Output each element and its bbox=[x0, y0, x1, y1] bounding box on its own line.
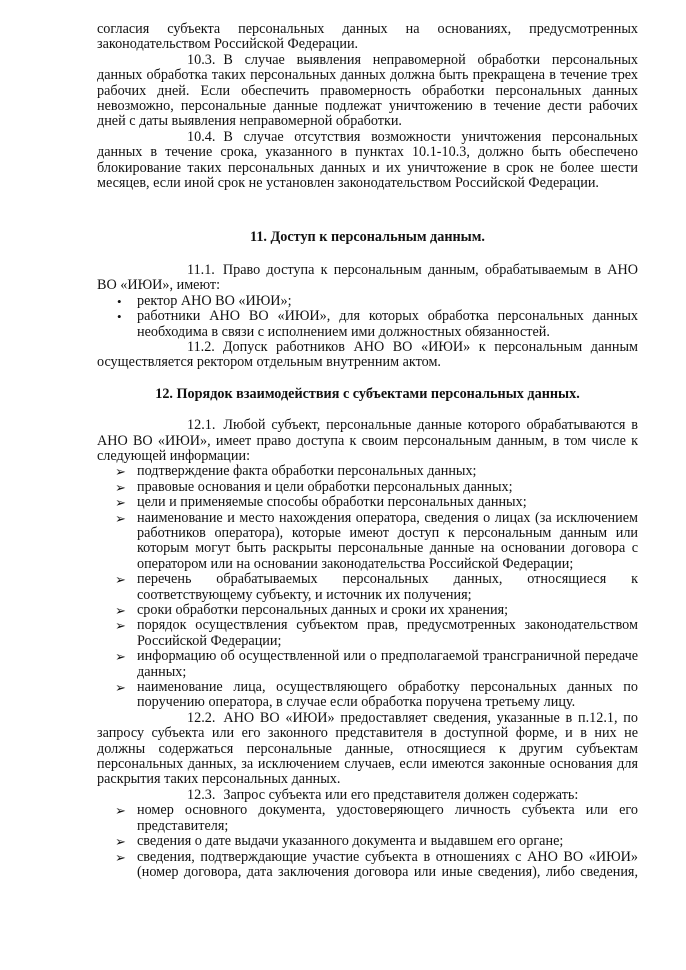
clause-text: Запрос субъекта или его представителя должен содержать: bbox=[223, 786, 579, 803]
clause-text: В случае отсутствия возможности уничтожения персональных данных в течение срока, указанного в пунктах 10.1-10.3, должно быть обеспечено блокирование таких персональных данных и их уничтожение в срок не более шести месяцев, если иной срок не установлен законодательством Российской Федерации. bbox=[97, 128, 638, 192]
list-item: ➢ порядок осуществления субъектом прав, предусмотренных законодательством Российской Федерации; bbox=[115, 617, 638, 649]
paragraph-12-1 bbox=[97, 418, 638, 464]
list-item: ➢ информацию об осуществленной или о предполагаемой трансграничной передаче данных; bbox=[115, 648, 638, 680]
spacer bbox=[97, 402, 638, 418]
clause-number: 10.3. bbox=[187, 51, 216, 68]
arrow-bullet-icon: ➢ bbox=[115, 510, 126, 526]
list-item: ➢ правовые основания и цели обработки персональных данных; bbox=[115, 478, 513, 495]
paragraph-10-2-continuation: согласия субъекта персональных данных на основаниях, предусмотренных законодательством Российской Федерации. bbox=[97, 21, 638, 53]
list-item: ➢ сведения о дате выдачи указанного документа и выдавшем его органе; bbox=[115, 833, 564, 850]
clause-number: 10.4. bbox=[187, 128, 216, 145]
paragraph-11-1 bbox=[97, 263, 638, 294]
clause-number: 12.1. bbox=[187, 417, 216, 434]
arrow-bullet-icon: ➢ bbox=[115, 464, 126, 480]
clause-text: Любой субъект, персональные данные которого обрабатываются в АНО ВО «ИЮИ», имеет право доступа к своим персональным данным, в том числе к следующей информации: bbox=[97, 417, 638, 464]
arrow-bullet-icon: ➢ bbox=[115, 834, 126, 850]
paragraph-11-2 bbox=[97, 340, 638, 371]
paragraph-10-3 bbox=[97, 53, 638, 130]
clause-number: 11.2. bbox=[187, 338, 215, 355]
clause-text: В случае выявления неправомерной обработки персональных данных обработка таких персональных данных должна быть прекращена в течение трех рабочих дней. Если обеспечить правомерность обработки персональных данных невозможно, персональные данные подлежат уничтожению в течение дести рабочих дней с даты выявления неправомерной обработки. bbox=[97, 51, 638, 130]
list-item: ➢ наименование и место нахождения оператора, сведения о лицах (за исключением работников оператора), которые имеют доступ к персональным данным или которым могут быть раскрыты персональные данные на основании договора с оператором или на основании законодательства Российской Федерации; bbox=[115, 509, 638, 572]
bullet-icon: • bbox=[117, 293, 122, 309]
clause-text: Право доступа к персональным данным, обрабатываемым в АНО ВО «ИЮИ», имеют: bbox=[97, 261, 638, 294]
clause-number: 12.3. bbox=[187, 786, 216, 803]
list-item: • ректор АНО ВО «ИЮИ»; bbox=[117, 292, 292, 309]
clause-number: 12.2. bbox=[187, 709, 216, 726]
list-item: ➢ цели и применяемые способы обработки персональных данных; bbox=[115, 494, 527, 511]
arrow-bullet-icon: ➢ bbox=[115, 479, 126, 495]
arrow-bullet-icon: ➢ bbox=[115, 618, 126, 634]
arrow-bullet-icon: ➢ bbox=[115, 803, 126, 819]
arrow-bullet-icon: ➢ bbox=[115, 849, 126, 865]
list-item: ➢ подтверждение факта обработки персональных данных; bbox=[115, 463, 477, 480]
arrow-bullet-icon: ➢ bbox=[115, 572, 126, 588]
paragraph-10-4 bbox=[97, 130, 638, 192]
list-item: ➢ сведения, подтверждающие участие субъекта в отношениях с АНО ВО «ИЮИ» (номер договора, дата заключения договора или иные сведения), либо сведения, bbox=[115, 848, 638, 880]
list-item: ➢ перечень обрабатываемых персональных данных, относящиеся к соответствующему субъекту, и источник их получения; bbox=[115, 571, 638, 603]
arrow-bullet-icon: ➢ bbox=[115, 680, 126, 696]
access-list bbox=[97, 294, 638, 340]
clause-number: 11.1. bbox=[187, 261, 215, 278]
document-page bbox=[97, 22, 638, 880]
arrow-bullet-icon: ➢ bbox=[115, 649, 126, 665]
list-item: ➢ номер основного документа, удостоверяющего личность субъекта или его представителя; bbox=[115, 802, 638, 834]
bullet-icon: • bbox=[117, 309, 122, 325]
spacer bbox=[97, 371, 638, 387]
list-item: • работники АНО ВО «ИЮИ», для которых обработка персональных данных необходима в связи с исполнением ими должностных обязанностей. bbox=[117, 308, 638, 340]
arrow-bullet-icon: ➢ bbox=[115, 603, 126, 618]
paragraph-12-3 bbox=[97, 788, 638, 803]
clause-text: Допуск работников АНО ВО «ИЮИ» к персональным данным осуществляется ректором отдельным внутренним актом. bbox=[97, 338, 638, 371]
paragraph-12-2 bbox=[97, 711, 638, 788]
clause-text: АНО ВО «ИЮИ» предоставляет сведения, указанные в п.12.1, по запросу субъекта или его законного представителя в доступной форме, и в них не должны содержаться персональные данные, относящиеся к другим субъектам персональных данных, за исключением случаев, если имеются законные основания для раскрытия таких персональных данных. bbox=[97, 709, 638, 788]
list-item: ➢ сроки обработки персональных данных и сроки их хранения; bbox=[115, 602, 509, 618]
information-list bbox=[97, 464, 638, 711]
section-11-heading: 11. Доступ к персональным данным. bbox=[250, 229, 485, 246]
section-12-heading: 12. Порядок взаимодействия с субъектами персональных данных. bbox=[155, 385, 580, 402]
request-contents-list bbox=[97, 803, 638, 880]
list-item: ➢ наименование лица, осуществляющего обработку персональных данных по поручению оператора, в случае если обработка поручена третьему лицу. bbox=[115, 679, 638, 711]
arrow-bullet-icon: ➢ bbox=[115, 495, 126, 511]
spacer bbox=[97, 191, 638, 230]
spacer bbox=[97, 246, 638, 263]
